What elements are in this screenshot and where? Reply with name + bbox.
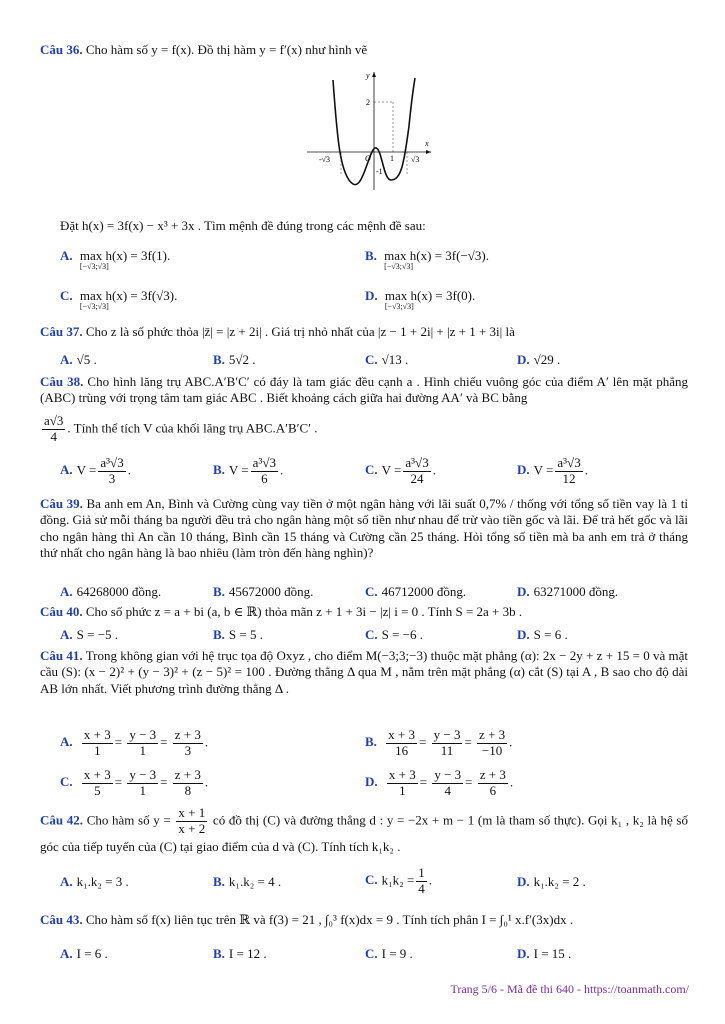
option-letter: C.	[60, 774, 73, 790]
footer-link[interactable]: https://toanmath.com/	[584, 982, 689, 996]
option-fraction: $\frac{\text{a³√3}}{12}$	[557, 455, 581, 486]
question-stem: Cho z là số phức thỏa |z̄| = |z + 2i| . Giá trị nhỏ nhất của |z − 1 + 2i| + |z + 1 + 3i| là	[85, 324, 515, 339]
option-letter: B.	[213, 352, 225, 367]
option-text: 46712000 đồng.	[381, 584, 467, 599]
option-B[interactable]	[213, 352, 256, 368]
question-42	[40, 806, 688, 857]
option-letter: B.	[213, 874, 225, 889]
option-text: k₁.k₂ = 4 .	[228, 874, 282, 889]
option-letter: A.	[60, 874, 73, 889]
option-text: I = 9 .	[381, 946, 413, 961]
option-text: max h(x) = 3f(1).	[79, 248, 171, 263]
option-B[interactable]	[213, 946, 267, 962]
interval-label: [−√3;√3]	[384, 302, 414, 312]
option-letter: D.	[517, 874, 530, 889]
option-C[interactable]	[365, 584, 466, 600]
question-40	[40, 604, 688, 620]
option-text: I = 6 .	[76, 946, 108, 961]
option-text: max h(x) = 3f(−√3).	[384, 248, 489, 263]
option-letter: D.	[365, 774, 378, 790]
option-B[interactable]	[365, 248, 489, 272]
question-37	[40, 324, 688, 340]
tick-label-minus-sqrt3: -√3	[319, 155, 331, 164]
option-text: I = 15 .	[533, 946, 572, 961]
option-letter: A.	[60, 734, 73, 750]
interval-label: [−√3;√3]	[79, 302, 109, 312]
question-label: Câu 43.	[40, 912, 83, 927]
option-text: 45672000 đồng.	[228, 584, 314, 599]
tick-label-2: 2	[366, 98, 370, 107]
option-A[interactable]	[60, 627, 118, 643]
option-letter: A.	[60, 946, 73, 961]
page-footer	[450, 982, 689, 997]
interval-label: [−√3;√3]	[384, 262, 414, 272]
option-fraction: $\frac{\text{a³√3}}{24}$	[405, 455, 429, 486]
question-label: Câu 39.	[40, 496, 83, 511]
option-C[interactable]: C. $\frac{x + 3}{5}$ = $\frac{y - 3}{1}$ = $\frac{z + 3}{8}$ .	[60, 767, 209, 798]
option-letter: A.	[60, 352, 73, 367]
option-text: S = 6 .	[533, 627, 568, 642]
option-letter: B.	[213, 946, 225, 961]
option-text: √13 .	[381, 352, 409, 367]
x-axis-arrow	[426, 150, 431, 154]
option-text: k₁.k₂ = 2 .	[533, 874, 586, 889]
option-letter: B.	[365, 734, 377, 750]
option-letter: C.	[365, 462, 378, 478]
volume-symbol: V =	[228, 462, 249, 478]
option-letter: D.	[517, 946, 530, 961]
option-A[interactable]	[60, 874, 129, 890]
volume-symbol: V =	[533, 462, 554, 478]
footer-text: Trang 5/6 - Mã đề thi 640 -	[450, 982, 584, 996]
option-B[interactable]	[213, 584, 313, 600]
option-fraction: $\frac{\text{a³√3}}{6}$	[252, 455, 276, 486]
tick-label-1: 1	[390, 154, 394, 163]
option-letter: C.	[365, 872, 378, 888]
option-text: 64268000 đồng.	[76, 584, 162, 599]
option-letter: C.	[365, 352, 378, 367]
question-38	[40, 374, 688, 407]
option-letter: B.	[365, 248, 377, 263]
option-A[interactable]	[60, 352, 97, 368]
question-label: Câu 42.	[40, 812, 84, 828]
option-D[interactable]	[517, 874, 586, 890]
option-D[interactable]: D. $\frac{x + 3}{1}$ = $\frac{y - 3}{4}$ = $\frac{z + 3}{6}$ .	[365, 767, 514, 798]
option-C[interactable]: C. V = $\frac{\text{a³√3}}{24}$ .	[365, 455, 436, 486]
option-letter: D.	[517, 627, 530, 642]
option-fraction: $\frac{z + 3}{-10}$	[479, 727, 506, 758]
option-letter: B.	[213, 462, 225, 478]
question-label: Câu 37.	[40, 324, 83, 339]
option-text: 63271000 đồng.	[533, 584, 619, 599]
option-letter: C.	[60, 288, 73, 303]
option-letter: D.	[365, 288, 378, 303]
question-36-condition: Đặt h(x) = 3f(x) − x³ + 3x . Tìm mệnh đề đúng trong các mệnh đề sau:	[60, 218, 426, 233]
x-axis-label: x	[425, 139, 429, 148]
option-letter: A.	[60, 248, 73, 263]
option-text: max h(x) = 3f(0).	[384, 288, 476, 303]
option-C[interactable]: C. k₁k₂ = $\frac{1}{4}$ .	[365, 865, 433, 896]
question-stem-continued: . Tính thể tích V của khối lăng trụ ABC.A′B′C′ .	[67, 420, 318, 436]
y-axis-label: y	[366, 71, 370, 80]
function-fraction: $\frac{x + 1}{x + 2}$	[178, 805, 206, 836]
option-letter: D.	[517, 584, 530, 599]
option-fraction: $\frac{1}{4}$	[418, 865, 425, 896]
option-letter: B.	[213, 627, 225, 642]
option-fraction: $\frac{y - 3}{4}$	[434, 767, 462, 798]
derivative-graph	[303, 66, 435, 196]
option-letter: C.	[365, 584, 378, 599]
option-D[interactable]	[517, 946, 571, 962]
option-fraction: $\frac{z + 3}{8}$	[174, 767, 201, 798]
option-text: √29 .	[533, 352, 561, 367]
question-label: Câu 41.	[40, 648, 83, 663]
question-43	[40, 912, 688, 928]
option-letter: C.	[365, 627, 378, 642]
option-A[interactable]: A. V = $\frac{\text{a³√3}}{3}$ .	[60, 455, 131, 486]
option-letter: D.	[517, 462, 530, 478]
question-stem: Cho số phức z = a + bi (a, b ∈ ℝ) thỏa mãn z + 1 + 3i − |z| i = 0 . Tính S = 2a + 3b .	[85, 604, 523, 619]
tick-label-sqrt3: √3	[411, 155, 420, 164]
option-A[interactable]: A. $\frac{x + 3}{1}$ = $\frac{y - 3}{1}$ = $\frac{z + 3}{3}$ .	[60, 727, 209, 758]
option-text: S = 5 .	[228, 627, 263, 642]
option-fraction: $\frac{x + 3}{1}$	[388, 767, 416, 798]
origin-label: O	[365, 154, 371, 163]
question-stem: Cho hàm số y = f(x). Đồ thị hàm y = f′(x) như hình vẽ	[85, 42, 368, 57]
option-A[interactable]	[60, 248, 170, 272]
option-B[interactable]	[213, 627, 263, 643]
question-stem: Cho hàm số y =	[86, 812, 171, 828]
option-C[interactable]	[60, 288, 177, 312]
question-41	[40, 648, 688, 697]
option-B[interactable]	[213, 874, 281, 890]
question-36	[40, 42, 688, 58]
option-fraction: $\frac{z + 3}{6}$	[479, 767, 506, 798]
option-letter: A.	[60, 462, 73, 478]
option-C[interactable]	[365, 946, 413, 962]
option-text: I = 12 .	[228, 946, 267, 961]
option-letter: A.	[60, 627, 73, 642]
option-D[interactable]	[517, 627, 568, 643]
question-stem-continued: có đồ thị (C) và đường thẳng d : y = −2x + m − 1 (m là tham số thực). Gọi k₁ , k₂ là hệ số góc của tiếp tuyến của (C) tại giao điểm của d và (C). Tính tích k₁k₂ .	[40, 812, 688, 854]
question-label: Câu 36.	[40, 42, 83, 57]
question-label: Câu 40.	[40, 604, 83, 619]
option-fraction: $\frac{\text{a³√3}}{3}$	[100, 455, 124, 486]
option-text: S = −6 .	[381, 627, 424, 642]
option-fraction: $\frac{x + 3}{5}$	[83, 767, 111, 798]
distance-fraction: $\frac{a√3}{4}$	[44, 413, 64, 444]
question-label: Câu 38.	[40, 374, 84, 389]
volume-symbol: V =	[76, 462, 97, 478]
volume-symbol: V =	[381, 462, 402, 478]
option-D[interactable]	[517, 584, 618, 600]
option-fraction: $\frac{x + 3}{1}$	[83, 727, 111, 758]
question-stem: Ba anh em An, Bình và Cường cùng vay tiền ở một ngân hàng với lãi suất 0,7% / thống với tổng số tiền vay là 1 tỉ đồng. Giả sử mỗi tháng ba người đều trả cho ngân hàng một số tiền như nhau để trừ vào tiền gốc và lãi. Để trả hết gốc và lãi cho ngân hàng thì An cần 10 tháng, Bình cần 15 tháng và Cường cần 25 tháng. Hỏi tổng số tiền mà ba anh em trả ở tháng thứ nhất cho ngân hàng là bao nhiêu (làm tròn đến hàng nghìn)?	[40, 496, 688, 560]
option-letter: D.	[517, 352, 530, 367]
question-stem: Trong không gian với hệ trục tọa độ Oxyz , cho điểm M(−3;3;−3) thuộc mặt phẳng (α): 2x − 2y + z + 15 = 0 và mặt cầu (S): (x − 2)² + (y − 3)² + (z − 5)² = 100 . Đường thẳng Δ qua M , nằm trên mặt phẳng (α) cắt (S) tại A , B sao cho độ dài AB lớn nhất. Viết phương trình đường thẳng Δ .	[40, 648, 689, 696]
option-text: max h(x) = 3f(√3).	[79, 288, 178, 303]
option-B[interactable]: B. $\frac{x + 3}{16}$ = $\frac{y - 3}{11}$ = $\frac{z + 3}{-10}$ .	[365, 727, 513, 758]
option-D[interactable]	[365, 288, 475, 312]
option-fraction: $\frac{y - 3}{11}$	[433, 727, 461, 758]
interval-label: [−√3;√3]	[79, 262, 109, 272]
option-D[interactable]	[517, 352, 560, 368]
option-letter: B.	[213, 584, 225, 599]
option-C[interactable]	[365, 627, 423, 643]
option-text: k₁k₂ =	[381, 872, 415, 888]
option-fraction: $\frac{y - 3}{1}$	[129, 727, 157, 758]
question-38-continued	[40, 414, 688, 445]
option-B[interactable]: B. V = $\frac{\text{a³√3}}{6}$ .	[213, 455, 284, 486]
option-A[interactable]	[60, 946, 108, 962]
option-A[interactable]	[60, 584, 161, 600]
y-axis-arrow	[372, 72, 376, 77]
tick-label-minus-1: -1	[376, 167, 383, 176]
option-letter: A.	[60, 584, 73, 599]
question-39	[40, 496, 688, 561]
question-stem: Cho hàm số f(x) liên tục trên ℝ và f(3) = 21 , ∫₀³ f(x)dx = 9 . Tính tích phân I = ∫₀¹ x.f′(3x)dx .	[85, 912, 574, 927]
option-text: S = −5 .	[76, 627, 119, 642]
question-stem: Cho hình lăng trụ ABC.A′B′C′ có đáy là tam giác đều cạnh a . Hình chiếu vuông góc của điểm A′ lên mặt phẳng (ABC) trùng với trọng tâm tam giác ABC . Biết khoảng cách giữa hai đường AA′ và BC bằng	[40, 374, 688, 406]
option-fraction: $\frac{y - 3}{1}$	[129, 767, 157, 798]
option-fraction: $\frac{z + 3}{3}$	[174, 727, 201, 758]
option-D[interactable]: D. V = $\frac{\text{a³√3}}{12}$ .	[517, 455, 588, 486]
option-letter: C.	[365, 946, 378, 961]
option-text: √5 .	[76, 352, 97, 367]
option-fraction: $\frac{x + 3}{16}$	[388, 727, 416, 758]
option-text: k₁.k₂ = 3 .	[76, 874, 129, 889]
option-C[interactable]	[365, 352, 408, 368]
option-text: 5√2 .	[228, 352, 256, 367]
